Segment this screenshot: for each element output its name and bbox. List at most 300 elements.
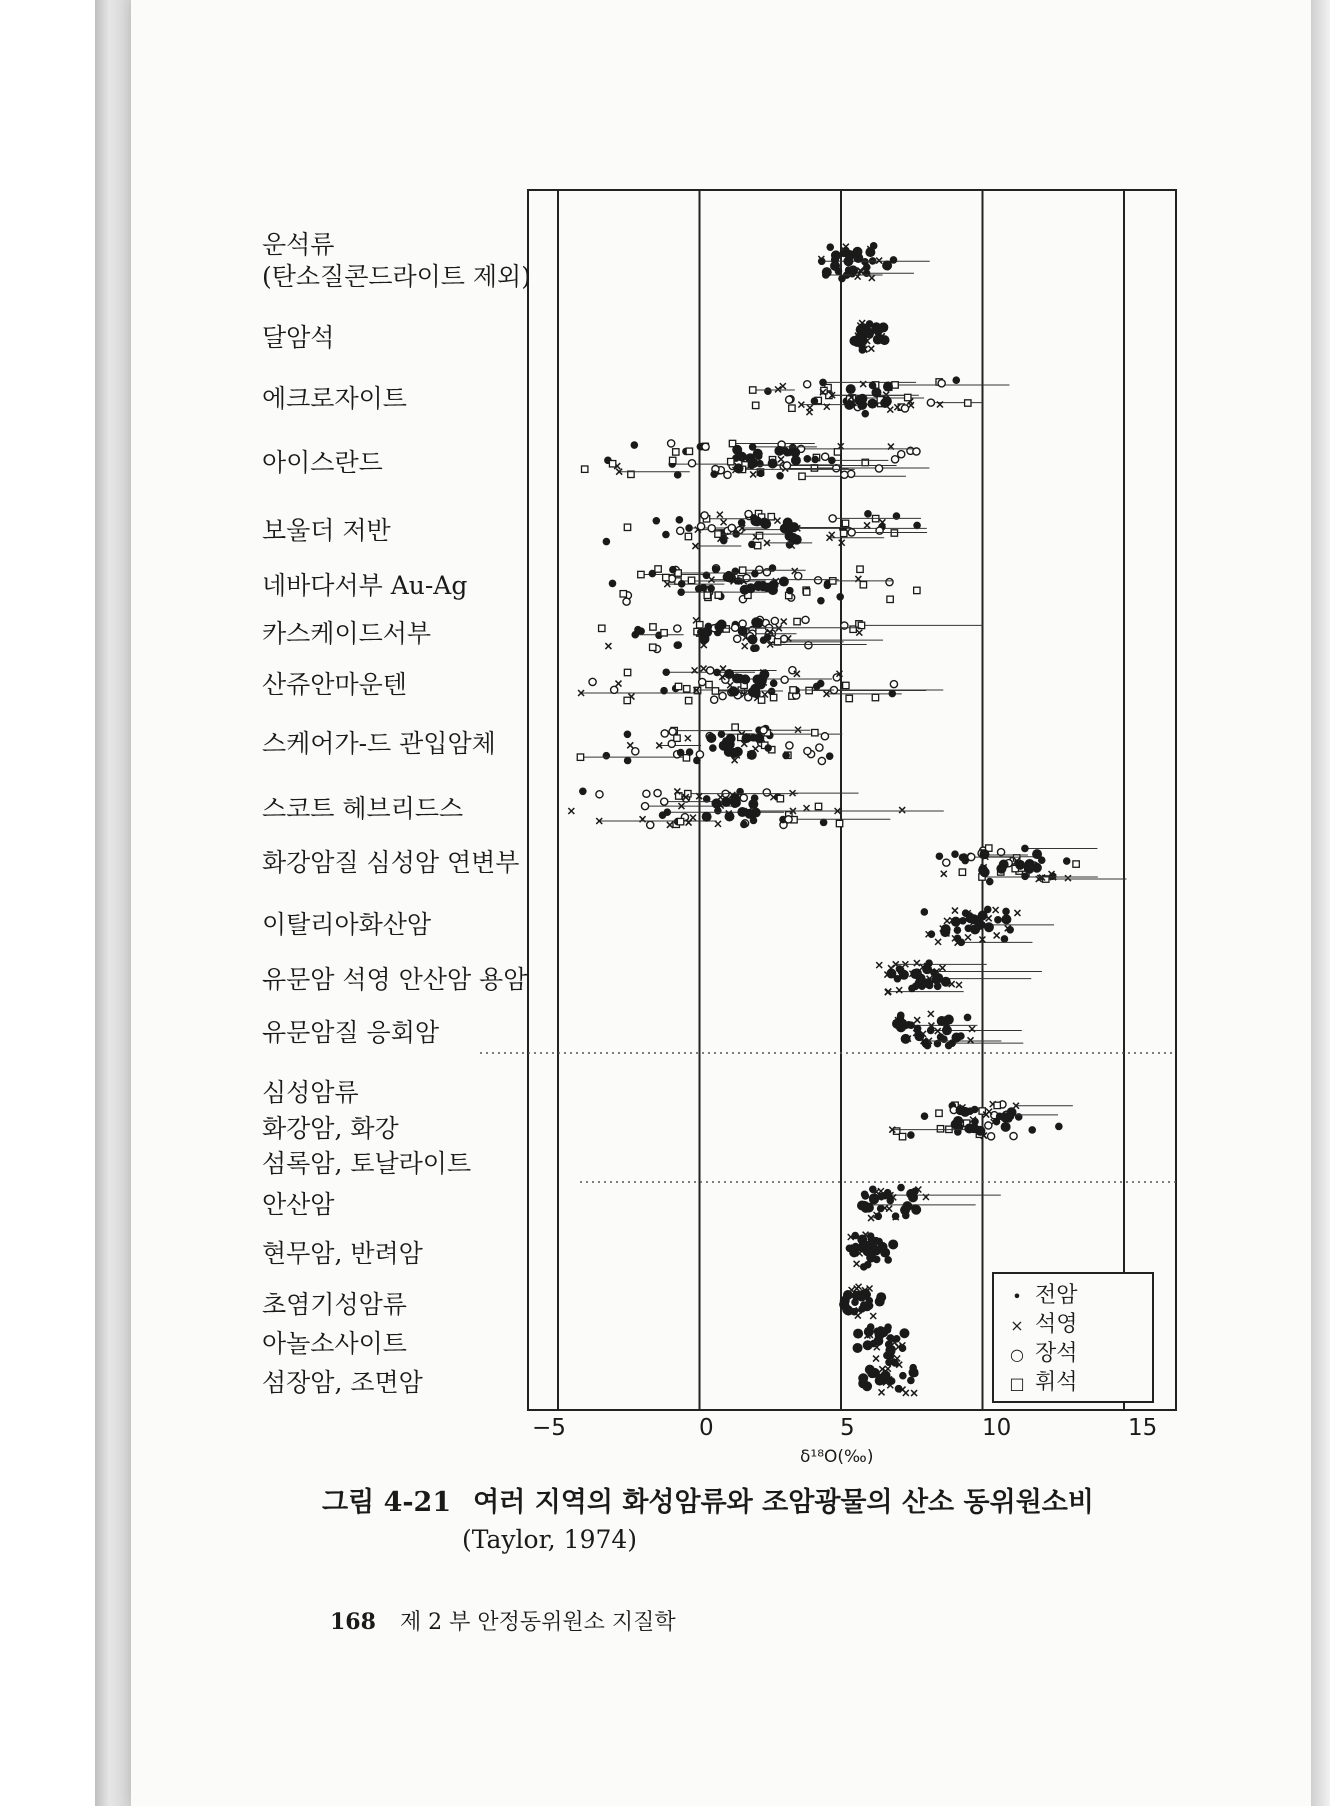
data-point-pyroxene — [624, 669, 630, 675]
data-point-whole-rock — [726, 734, 736, 744]
data-point-whole-rock — [954, 926, 962, 934]
data-point-whole-rock — [710, 470, 718, 478]
data-point-whole-rock — [921, 908, 929, 916]
legend-item — [1006, 1278, 1078, 1309]
data-point-whole-rock — [1000, 1112, 1010, 1122]
data-point-whole-rock — [779, 577, 789, 587]
data-point-pyroxene — [959, 869, 965, 875]
data-point-feldspar — [654, 789, 661, 796]
data-point-pyroxene — [914, 587, 920, 593]
data-point-whole-rock — [669, 566, 677, 574]
data-point-whole-rock — [951, 1119, 961, 1129]
data-point-feldspar — [795, 572, 802, 579]
figure-caption — [322, 1480, 1094, 1519]
data-point-whole-rock — [750, 684, 760, 694]
data-point-whole-rock — [757, 470, 765, 478]
data-point-whole-rock — [936, 852, 944, 860]
data-point-pyroxene — [715, 531, 721, 537]
data-point-whole-rock — [886, 969, 896, 979]
data-point-whole-rock — [888, 1239, 898, 1249]
figure-number: 그림 4-21 — [322, 1487, 452, 1518]
data-point-whole-rock — [885, 1345, 895, 1355]
row-label: 달암석 — [262, 323, 335, 352]
data-point-pyroxene — [673, 449, 679, 455]
data-point-whole-rock — [1021, 845, 1029, 853]
data-point-feldspar — [724, 471, 731, 478]
x-axis-label: δ¹⁸O(‰) — [800, 1447, 874, 1467]
data-point-whole-rock — [901, 1034, 911, 1044]
data-point-whole-rock — [721, 797, 731, 807]
data-point-whole-rock — [921, 1112, 929, 1120]
data-point-whole-rock — [908, 985, 916, 993]
data-point-whole-rock — [822, 267, 832, 277]
data-point-feldspar — [848, 529, 855, 536]
data-point-whole-rock — [874, 1212, 882, 1220]
data-point-whole-rock — [653, 517, 661, 525]
data-point-pyroxene — [674, 735, 680, 741]
row-label: 섬장암, 조면암 — [262, 1368, 423, 1397]
data-point-pyroxene — [860, 582, 866, 588]
data-point-feldspar — [818, 757, 825, 764]
data-point-whole-rock — [790, 447, 800, 457]
data-point-feldspar — [786, 396, 793, 403]
legend-symbol: □ — [1009, 1374, 1025, 1393]
data-point-pyroxene — [756, 532, 762, 538]
data-point-whole-rock — [737, 452, 747, 462]
row-label: 심성암류 — [262, 1078, 359, 1107]
data-point-whole-rock — [862, 1301, 872, 1311]
data-point-whole-rock — [741, 733, 751, 743]
data-point-feldspar — [785, 816, 792, 823]
data-point-feldspar — [901, 405, 908, 412]
data-point-whole-rock — [899, 1328, 909, 1338]
data-point-pyroxene — [857, 566, 863, 572]
data-point-feldspar — [611, 686, 618, 693]
data-point-whole-rock — [818, 257, 826, 265]
data-point-whole-rock — [700, 584, 708, 592]
row-label: 산쥬안마운텐 — [262, 670, 407, 699]
data-point-whole-rock — [877, 1205, 885, 1213]
data-point-feldspar — [985, 1122, 992, 1129]
data-point-pyroxene — [706, 681, 712, 687]
data-point-whole-rock — [914, 1025, 922, 1033]
data-point-whole-rock — [826, 752, 834, 760]
x-tick-label: 0 — [699, 1415, 714, 1441]
plot-frame — [528, 190, 1176, 1410]
data-point-whole-rock — [902, 1201, 912, 1211]
data-point-whole-rock — [994, 916, 1002, 924]
data-point-feldspar — [719, 692, 726, 699]
legend-item — [1006, 1307, 1078, 1338]
data-point-feldspar — [677, 527, 684, 534]
data-point-whole-rock — [702, 812, 712, 822]
data-point-whole-rock — [940, 1035, 948, 1043]
data-point-whole-rock — [911, 1205, 921, 1215]
data-point-whole-rock — [811, 397, 819, 405]
data-point-whole-rock — [937, 1016, 947, 1026]
data-point-whole-rock — [865, 247, 875, 257]
figure-source: (Taylor, 1974) — [462, 1525, 638, 1554]
data-point-whole-rock — [975, 1126, 985, 1136]
legend-symbol: × — [1010, 1316, 1024, 1335]
data-point-feldspar — [913, 448, 920, 455]
data-point-feldspar — [890, 681, 897, 688]
data-point-whole-rock — [718, 730, 726, 738]
data-point-whole-rock — [624, 757, 632, 765]
data-point-feldspar — [804, 381, 811, 388]
chart-legend — [992, 1272, 1154, 1403]
running-footer: 제 2 부 안정동위원소 지질학 — [399, 1610, 676, 1635]
data-point-whole-rock — [888, 690, 896, 698]
data-point-whole-rock — [764, 387, 772, 395]
data-point-feldspar — [688, 460, 695, 467]
data-point-whole-rock — [861, 410, 869, 418]
data-point-whole-rock — [804, 455, 812, 463]
data-point-pyroxene — [677, 818, 683, 824]
data-point-pyroxene — [655, 566, 661, 572]
data-point-whole-rock — [854, 395, 864, 405]
data-point-whole-rock — [970, 924, 980, 934]
data-point-whole-rock — [848, 265, 858, 275]
data-point-feldspar — [641, 803, 648, 810]
data-point-whole-rock — [924, 1042, 932, 1050]
data-point-feldspar — [661, 730, 668, 737]
data-point-whole-rock — [782, 752, 790, 760]
data-point-whole-rock — [951, 1033, 961, 1043]
row-label: 스케어가-드 관입암체 — [262, 729, 496, 758]
data-point-pyroxene — [686, 448, 692, 454]
data-point-feldspar — [647, 821, 654, 828]
data-point-whole-rock — [753, 618, 763, 628]
data-point-whole-rock — [748, 458, 758, 468]
data-point-feldspar — [988, 1133, 995, 1140]
data-point-pyroxene — [577, 754, 583, 760]
data-point-feldspar — [804, 747, 811, 754]
data-point-feldspar — [732, 624, 739, 631]
data-point-whole-rock — [1006, 926, 1014, 934]
data-point-whole-rock — [869, 1185, 877, 1193]
data-point-whole-rock — [857, 1201, 867, 1211]
data-point-whole-rock — [660, 687, 668, 695]
data-point-whole-rock — [662, 531, 670, 539]
row-label: 섬록암, 토날라이트 — [262, 1149, 472, 1178]
data-point-whole-rock — [862, 1246, 872, 1256]
data-point-feldspar — [783, 462, 790, 469]
legend-label: 전암 — [1035, 1283, 1078, 1308]
data-point-feldspar — [669, 728, 676, 735]
data-point-feldspar — [805, 642, 812, 649]
data-point-pyroxene — [715, 592, 721, 598]
legend-symbol: • — [1012, 1287, 1022, 1306]
data-point-whole-rock — [853, 1329, 863, 1339]
page-footer — [330, 1605, 676, 1636]
data-point-feldspar — [661, 798, 668, 805]
data-point-pyroxene — [768, 513, 774, 519]
data-point-whole-rock — [783, 518, 793, 528]
row-label: 운석류 — [262, 230, 335, 259]
data-point-feldspar — [711, 696, 718, 703]
data-point-feldspar — [743, 574, 750, 581]
data-point-whole-rock — [986, 878, 994, 886]
data-point-whole-rock — [845, 250, 855, 260]
data-point-whole-rock — [932, 974, 942, 984]
data-point-whole-rock — [996, 864, 1006, 874]
data-point-whole-rock — [732, 673, 742, 683]
data-point-feldspar — [786, 742, 793, 749]
data-point-whole-rock — [609, 580, 617, 588]
data-point-whole-rock — [676, 516, 684, 524]
data-point-pyroxene — [812, 729, 818, 735]
data-point-whole-rock — [899, 970, 909, 980]
data-point-whole-rock — [811, 456, 819, 464]
data-point-whole-rock — [659, 811, 667, 819]
data-point-whole-rock — [892, 1019, 902, 1029]
data-point-whole-rock — [774, 446, 784, 456]
data-point-pyroxene — [905, 394, 911, 400]
data-point-whole-rock — [748, 541, 756, 549]
x-tick-label: −5 — [532, 1415, 566, 1441]
data-point-whole-rock — [624, 730, 632, 738]
data-point-feldspar — [668, 440, 675, 447]
data-point-whole-rock — [961, 857, 969, 865]
data-point-whole-rock — [748, 799, 758, 809]
data-point-pyroxene — [582, 466, 588, 472]
x-tick-label: 5 — [840, 1415, 855, 1441]
data-point-whole-rock — [957, 939, 965, 947]
data-point-pyroxene — [732, 724, 738, 730]
data-point-pyroxene — [830, 578, 836, 584]
data-point-whole-rock — [770, 680, 778, 688]
data-point-pyroxene — [684, 686, 690, 692]
data-point-whole-rock — [914, 1031, 924, 1041]
data-point-whole-rock — [738, 626, 748, 636]
data-point-whole-rock — [785, 531, 795, 541]
data-point-feldspar — [886, 578, 893, 585]
data-point-pyroxene — [752, 402, 758, 408]
data-point-whole-rock — [870, 1368, 880, 1378]
data-point-whole-rock — [843, 1290, 853, 1300]
data-point-pyroxene — [887, 596, 893, 602]
x-tick-label: 10 — [982, 1415, 1012, 1441]
legend-label: 석영 — [1035, 1312, 1078, 1337]
data-point-whole-rock — [1063, 857, 1071, 865]
data-point-pyroxene — [891, 530, 897, 536]
data-point-whole-rock — [579, 787, 587, 795]
row-label: 유문암질 응회암 — [262, 1018, 439, 1047]
data-point-whole-rock — [1015, 860, 1025, 870]
data-point-feldspar — [668, 740, 675, 747]
data-point-whole-rock — [971, 1106, 979, 1114]
data-point-pyroxene — [965, 400, 971, 406]
data-point-whole-rock — [907, 1131, 915, 1139]
data-point-whole-rock — [768, 459, 778, 469]
data-point-whole-rock — [713, 669, 721, 677]
data-point-whole-rock — [754, 733, 764, 743]
data-point-pyroxene — [842, 520, 848, 526]
data-point-whole-rock — [942, 1025, 952, 1035]
data-point-whole-rock — [852, 337, 862, 347]
data-point-whole-rock — [752, 674, 762, 684]
data-point-whole-rock — [907, 1021, 915, 1029]
data-point-whole-rock — [734, 463, 744, 473]
data-point-feldspar — [781, 676, 788, 683]
data-point-feldspar — [596, 791, 603, 798]
data-point-whole-rock — [964, 1014, 972, 1022]
data-point-whole-rock — [764, 634, 772, 642]
data-point-whole-rock — [852, 1291, 862, 1301]
data-point-pyroxene — [638, 571, 644, 577]
data-point-feldspar — [771, 617, 778, 624]
data-point-whole-rock — [1002, 908, 1010, 916]
data-point-whole-rock — [750, 645, 758, 653]
data-point-whole-rock — [871, 322, 881, 332]
legend-label: 휘석 — [1035, 1370, 1078, 1395]
data-point-feldspar — [841, 471, 848, 478]
data-point-whole-rock — [978, 911, 988, 921]
data-point-feldspar — [623, 598, 630, 605]
data-point-pyroxene — [846, 695, 852, 701]
data-point-whole-rock — [1001, 1122, 1011, 1132]
data-point-pyroxene — [794, 618, 800, 624]
data-point-whole-rock — [869, 1195, 879, 1205]
data-point-whole-rock — [817, 597, 825, 605]
data-point-whole-rock — [906, 1189, 916, 1199]
data-point-pyroxene — [750, 387, 756, 393]
data-point-whole-rock — [724, 812, 734, 822]
data-point-whole-rock — [686, 748, 694, 756]
data-point-whole-rock — [897, 1184, 905, 1192]
data-point-whole-rock — [603, 538, 611, 546]
data-point-feldspar — [763, 789, 770, 796]
data-point-whole-rock — [747, 750, 757, 760]
data-point-whole-rock — [951, 850, 959, 858]
data-point-whole-rock — [1025, 859, 1035, 869]
data-point-whole-rock — [878, 1242, 888, 1252]
data-point-pyroxene — [663, 574, 669, 580]
data-point-whole-rock — [916, 973, 926, 983]
row-label: 보울더 저반 — [262, 516, 391, 545]
row-label: 화강암, 화강 — [262, 1114, 399, 1143]
row-label: 화강암질 심성암 연변부 — [262, 848, 520, 877]
data-point-whole-rock — [883, 382, 893, 392]
data-point-whole-rock — [709, 744, 717, 752]
row-label: 아이스란드 — [262, 448, 383, 477]
legend-symbol: ○ — [1010, 1345, 1024, 1364]
data-point-whole-rock — [978, 865, 988, 875]
data-point-whole-rock — [875, 1330, 885, 1340]
x-tick-label: 15 — [1128, 1415, 1158, 1441]
data-point-whole-rock — [1001, 935, 1009, 943]
data-point-feldspar — [740, 794, 747, 801]
row-label: (탄소질콘드라이트 제외) — [262, 262, 531, 291]
data-point-whole-rock — [885, 1359, 893, 1367]
data-point-pyroxene — [834, 449, 840, 455]
data-point-pyroxene — [1073, 861, 1079, 867]
data-point-whole-rock — [819, 379, 827, 387]
data-point-whole-rock — [738, 519, 746, 527]
data-point-whole-rock — [783, 449, 791, 457]
data-point-whole-rock — [867, 399, 877, 409]
legend-item — [1006, 1336, 1078, 1367]
data-point-feldspar — [674, 625, 681, 632]
data-point-feldspar — [927, 399, 934, 406]
data-point-whole-rock — [941, 977, 951, 987]
data-point-whole-rock — [1001, 914, 1011, 924]
data-point-feldspar — [938, 380, 945, 387]
data-point-whole-rock — [882, 260, 892, 270]
data-point-whole-rock — [844, 400, 854, 410]
data-point-pyroxene — [620, 591, 626, 597]
data-point-whole-rock — [907, 1377, 915, 1385]
data-point-pyroxene — [624, 524, 630, 530]
row-label: 이탈리아화산암 — [262, 910, 432, 939]
data-point-feldspar — [728, 524, 735, 531]
data-point-whole-rock — [876, 1292, 886, 1302]
row-label: 네바다서부 Au-Ag — [262, 571, 468, 600]
data-point-pyroxene — [697, 622, 703, 628]
data-point-whole-rock — [853, 1343, 863, 1353]
row-label: 스코트 헤브리드스 — [262, 794, 464, 823]
data-point-whole-rock — [712, 566, 720, 574]
data-point-whole-rock — [871, 387, 881, 397]
data-point-pyroxene — [624, 697, 630, 703]
data-point-pyroxene — [777, 795, 783, 801]
page-number: 168 — [330, 1609, 376, 1635]
data-point-pyroxene — [758, 697, 764, 703]
data-point-pyroxene — [599, 625, 605, 631]
data-point-whole-rock — [1028, 1126, 1036, 1134]
data-point-whole-rock — [846, 384, 856, 394]
data-point-whole-rock — [750, 516, 760, 526]
data-point-whole-rock — [677, 588, 685, 596]
data-point-feldspar — [632, 748, 639, 755]
data-point-whole-rock — [899, 1372, 907, 1380]
data-point-whole-rock — [751, 570, 759, 578]
data-point-whole-rock — [702, 627, 712, 637]
data-point-pyroxene — [872, 694, 878, 700]
data-point-whole-rock — [862, 1289, 870, 1297]
data-point-whole-rock — [764, 744, 772, 752]
data-point-whole-rock — [740, 585, 750, 595]
data-point-whole-rock — [928, 930, 936, 938]
data-point-pyroxene — [650, 624, 656, 630]
data-point-whole-rock — [707, 585, 715, 593]
data-point-pyroxene — [936, 1110, 942, 1116]
data-point-whole-rock — [964, 1124, 974, 1134]
data-point-whole-rock — [839, 1300, 849, 1310]
data-point-feldspar — [643, 790, 650, 797]
data-point-whole-rock — [693, 757, 701, 765]
row-label: 유문암 석영 안산암 용암 — [262, 965, 528, 994]
data-point-whole-rock — [836, 593, 844, 601]
data-point-whole-rock — [745, 809, 755, 819]
data-point-feldspar — [760, 727, 767, 734]
data-point-feldspar — [734, 635, 741, 642]
data-point-whole-rock — [1055, 1123, 1063, 1131]
data-point-whole-rock — [858, 323, 868, 333]
data-point-feldspar — [898, 451, 905, 458]
data-point-feldspar — [829, 515, 836, 522]
data-point-whole-rock — [729, 748, 739, 758]
data-point-whole-rock — [979, 849, 989, 859]
row-label: 아놀소사이트 — [262, 1329, 407, 1358]
data-point-feldspar — [589, 678, 596, 685]
data-point-feldspar — [943, 859, 950, 866]
data-point-pyroxene — [661, 630, 667, 636]
data-point-whole-rock — [860, 1263, 868, 1271]
data-point-whole-rock — [673, 641, 681, 649]
data-point-whole-rock — [723, 572, 733, 582]
